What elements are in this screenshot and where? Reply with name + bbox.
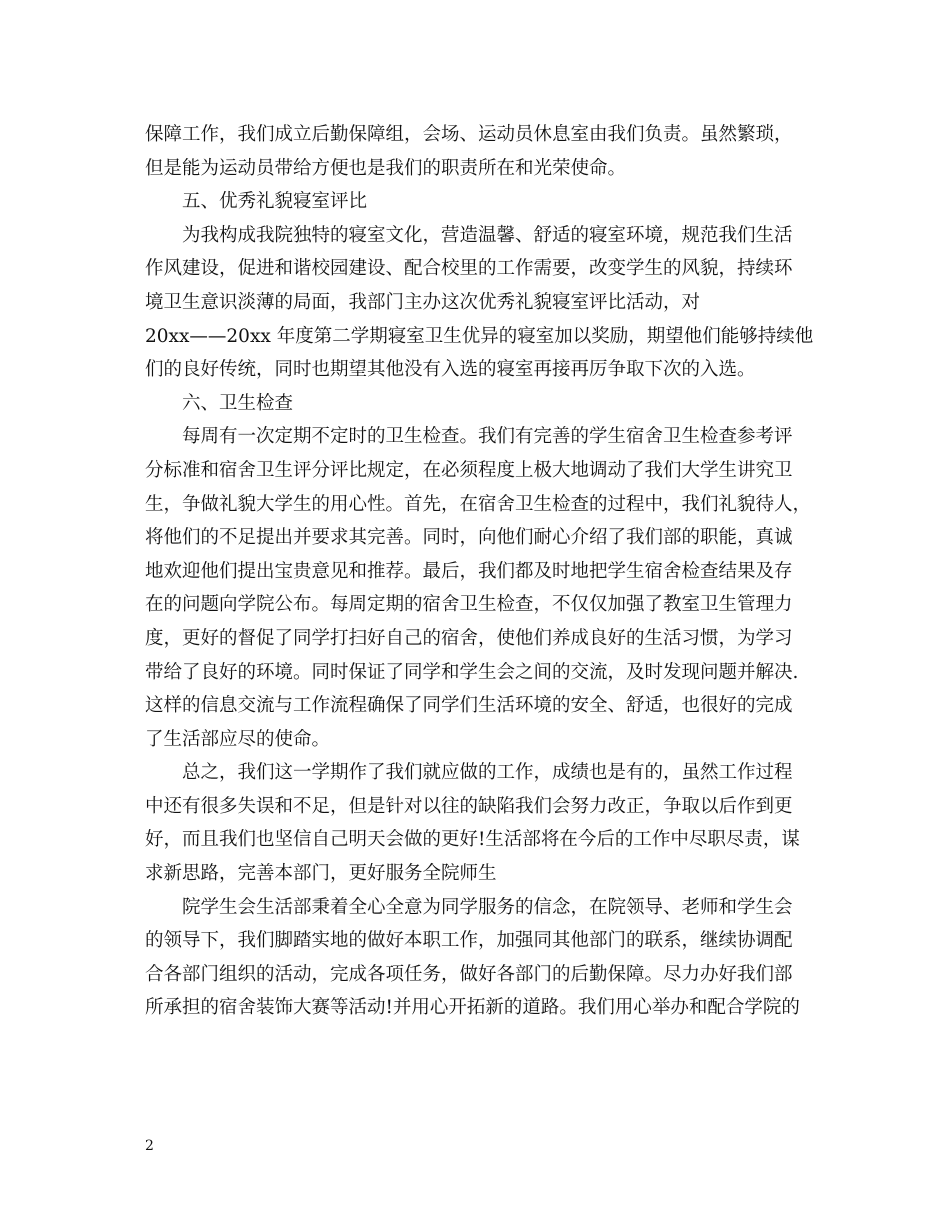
paragraph-line: 所承担的宿舍装饰大赛等活动!并用心开拓新的道路。我们用心举办和配合学院的 [145,997,800,1019]
paragraph [145,118,815,185]
heading-text: 六、卫生检查 [182,392,294,414]
paragraph-line: 带给了良好的环境。同时保证了同学和学生会之间的交流，及时发现问题并解决. [145,661,799,683]
paragraph [145,756,815,890]
paragraph-line: 为我构成我院独特的寝室文化，营造温馨、舒适的寝室环境，规范我们生活 [182,224,793,246]
paragraph-line: 生，争做礼貌大学生的用心性。首先，在宿舍卫生检查的过程中，我们礼貌待人， [145,493,812,515]
paragraph [145,891,815,1025]
paragraph-line: 分标准和宿舍卫生评分评比规定，在必须程度上极大地调动了我们大学生讲究卫 [145,459,793,481]
paragraph-line: 将他们的不足提出并要求其完善。同时，向他们耐心介绍了我们部的职能，真诚 [145,527,793,549]
paragraph-line: 每周有一次定期不定时的卫生检查。我们有完善的学生宿舍卫生检查参考评 [182,426,793,448]
paragraph-line: 了生活部应尽的使命。 [145,728,331,750]
paragraph-line: 作风建设，促进和谐校园建设、配合校里的工作需要，改变学生的风貌，持续环 [145,258,793,280]
paragraph-line: 度，更好的督促了同学打扫好自己的宿舍，使他们养成良好的生活习惯，为学习 [145,627,793,649]
page-number: 2 [145,1138,154,1154]
paragraph-line: 中还有很多失误和不足，但是针对以往的缺陷我们会努力改正，争取以后作到更 [145,795,793,817]
paragraph-line: 总之，我们这一学期作了我们就应做的工作，成绩也是有的，虽然工作过程 [182,762,793,784]
section-heading [145,387,815,421]
paragraph [145,420,815,756]
document-body [145,118,815,1025]
paragraph-line: 好，而且我们也坚信自己明天会做的更好!生活部将在今后的工作中尽职尽责，谋 [145,829,800,851]
paragraph-line: 在的问题向学院公布。每周定期的宿舍卫生检查，不仅仅加强了教室卫生管理力 [145,594,793,616]
paragraph-line: 的领导下，我们脚踏实地的做好本职工作，加强同其他部门的联系，继续协调配 [145,930,793,952]
paragraph [145,219,815,387]
paragraph-line: 但是能为运动员带给方便也是我们的职责所在和光荣使命。 [145,157,627,179]
paragraph-line: 20xx——20xx 年度第二学期寝室卫生优异的寝室加以奖励，期望他们能够持续他 [145,325,814,347]
paragraph-line: 们的良好传统，同时也期望其他没有入选的寝室再接再厉争取下次的入选。 [145,359,756,381]
section-heading [145,185,815,219]
paragraph-line: 这样的信息交流与工作流程确保了同学们生活环境的安全、舒适，也很好的完成 [145,695,793,717]
paragraph-line: 境卫生意识淡薄的局面，我部门主办这次优秀礼貌寝室评比活动，对 [145,291,701,313]
paragraph-line: 保障工作，我们成立后勤保障组，会场、运动员休息室由我们负责。虽然繁琐， [145,124,793,145]
paragraph-line: 求新思路，完善本部门，更好服务全院师生 [145,863,497,885]
paragraph-line: 合各部门组织的活动，完成各项任务，做好各部门的后勤保障。尽力办好我们部 [145,963,793,985]
paragraph-line: 院学生会生活部秉着全心全意为同学服务的信念，在院领导、老师和学生会 [182,896,793,918]
paragraph-line: 地欢迎他们提出宝贵意见和推荐。最后，我们都及时地把学生宿舍检查结果及存 [145,560,793,582]
heading-text: 五、优秀礼貌寝室评比 [182,191,368,213]
